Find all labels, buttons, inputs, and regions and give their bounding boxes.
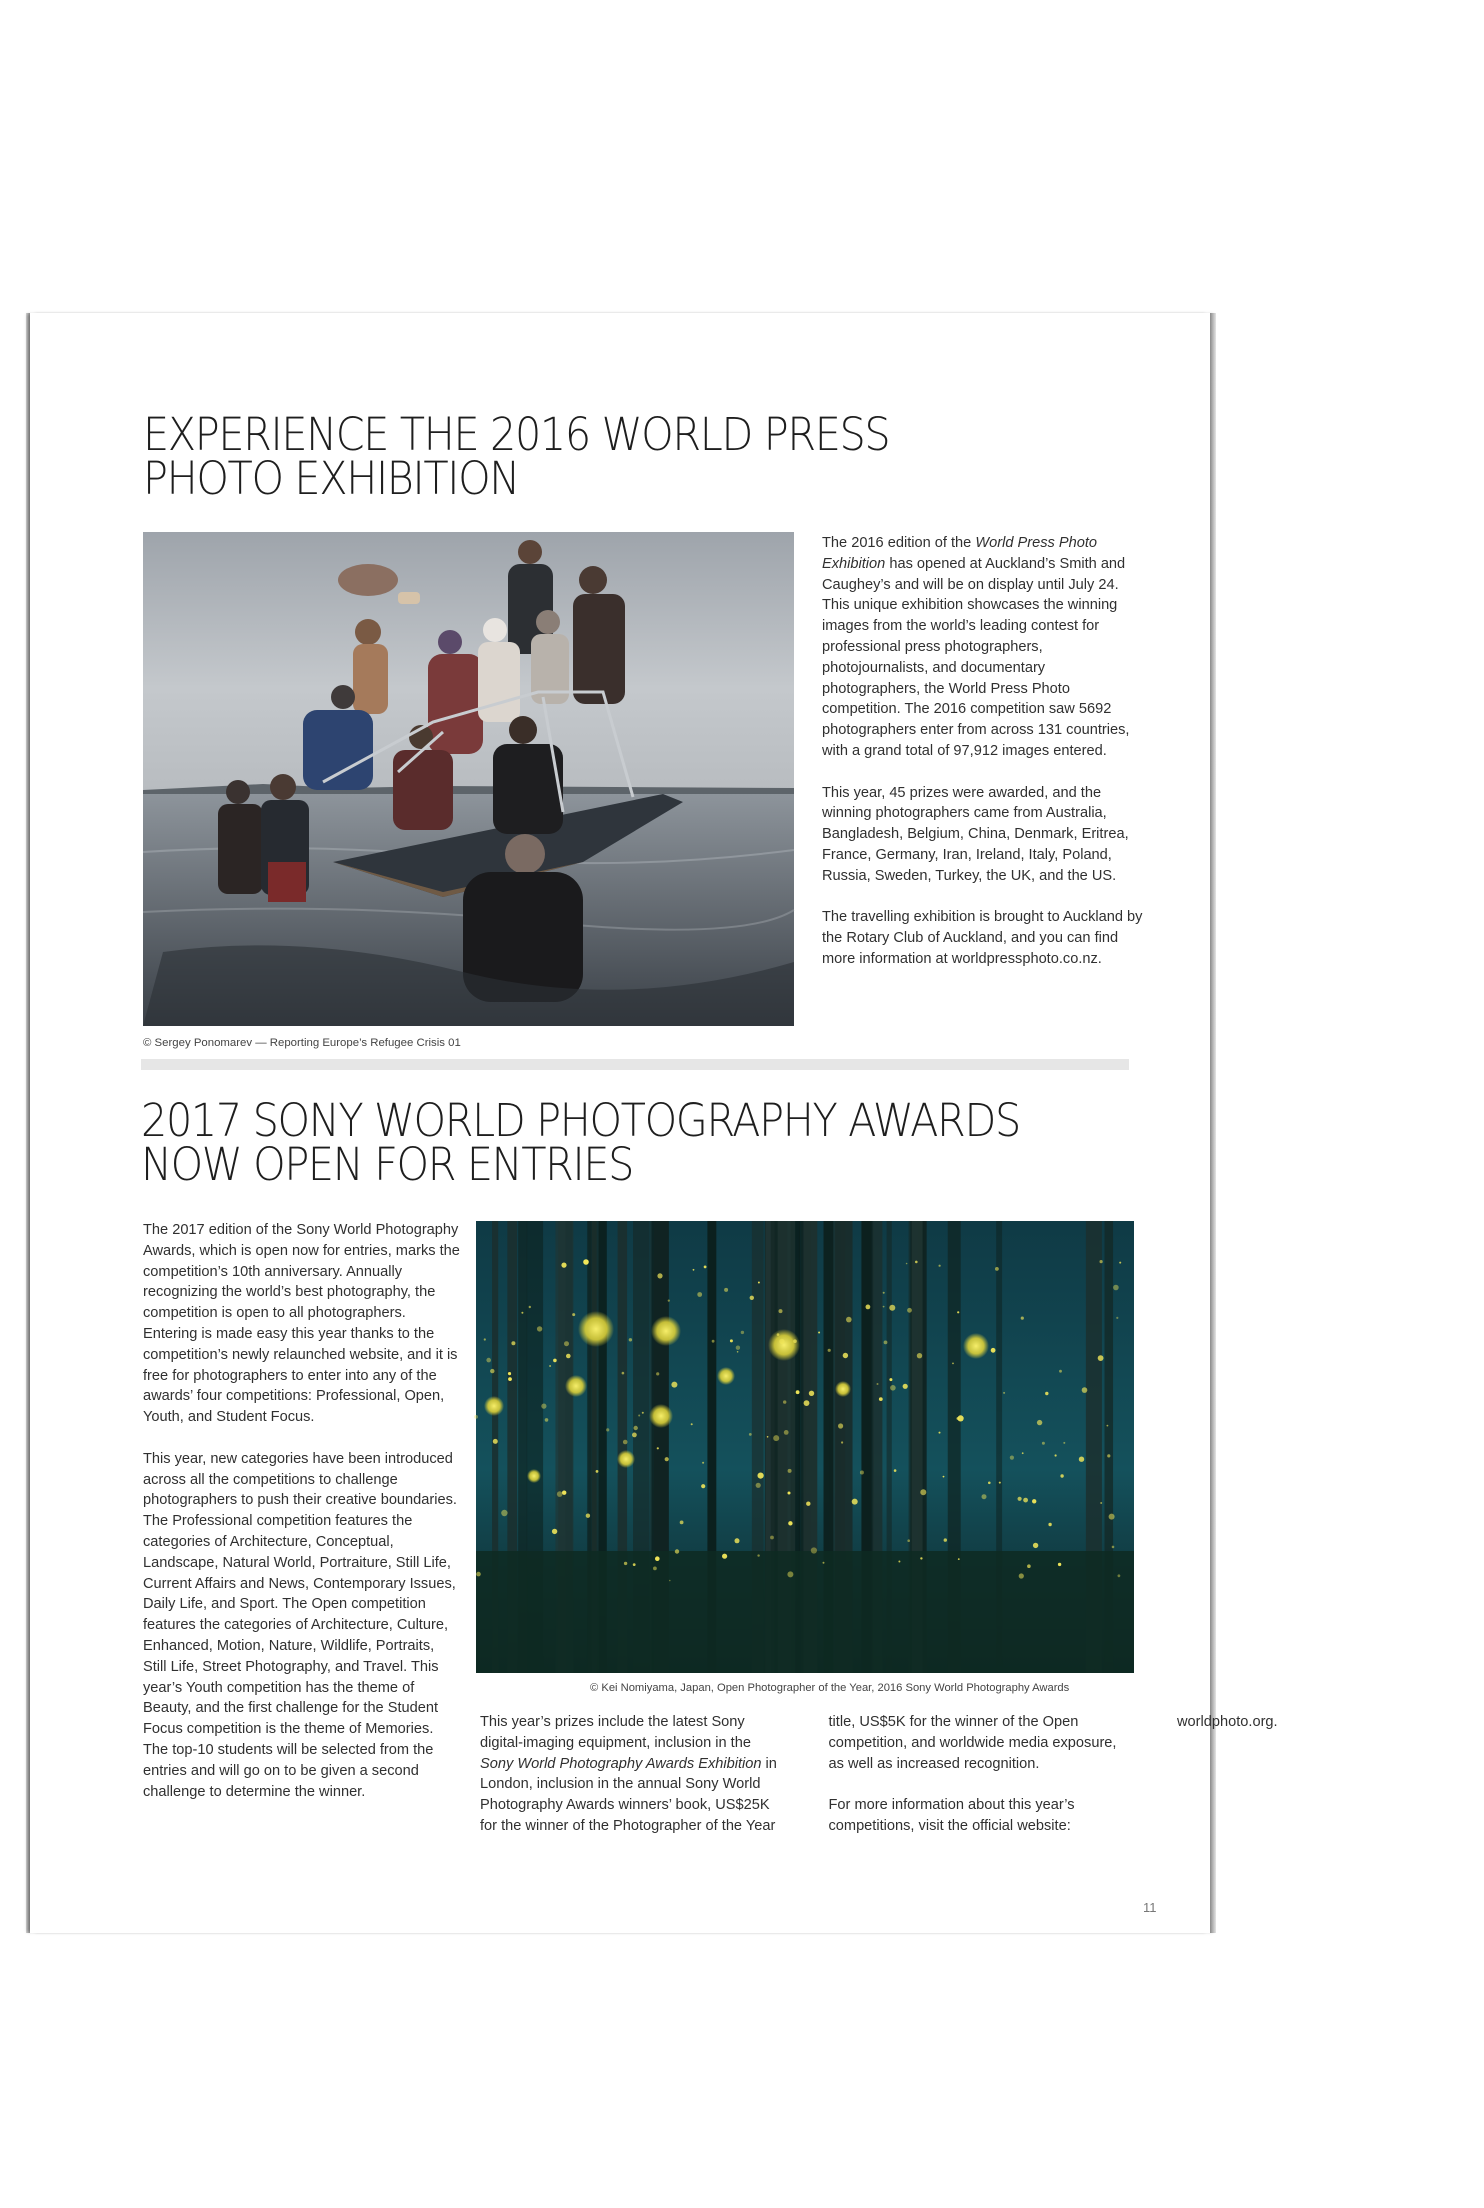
firefly-glow (963, 1333, 989, 1359)
firefly-glow (649, 1404, 673, 1428)
firefly-glow (617, 1450, 635, 1468)
firefly-dot (583, 1259, 589, 1265)
firefly-dot (1023, 1498, 1028, 1503)
firefly-dot (1100, 1260, 1103, 1263)
article2-photo-credit: © Kei Nomiyama, Japan, Open Photographer of the Year, 2016 Sony World Photography Awards (590, 1682, 1070, 1694)
firefly-dot (490, 1369, 494, 1373)
firefly-dot (1098, 1355, 1104, 1361)
firefly-dot (883, 1306, 885, 1308)
firefly-dot (958, 1415, 964, 1421)
firefly-dot (779, 1339, 784, 1344)
firefly-dot (1059, 1370, 1062, 1373)
page-edge-right (1210, 313, 1216, 1933)
firefly-dot (758, 1282, 760, 1284)
firefly-dot (691, 1423, 693, 1425)
firefly-dot (939, 1265, 941, 1267)
firefly-dot (1021, 1317, 1024, 1320)
firefly-dot (1082, 1387, 1088, 1393)
firefly-dot (806, 1502, 810, 1506)
firefly-dot (624, 1562, 627, 1565)
firefly-dot (788, 1492, 791, 1495)
firefly-dot (920, 1557, 922, 1559)
firefly-dot (866, 1305, 871, 1310)
firefly-dot (756, 1483, 761, 1488)
firefly-dot (846, 1317, 852, 1323)
article2-paragraph-3: This year’s prizes include the latest Sony digital-imaging equipment, inclusion in the Sony World Photography Awards Exhibition in London, inclusion in the annual Sony World Photography Awards winners’ book, US$25K for the winner of the Photographer of the Year title, US$5K for the winner of the Open competition, and worldwide media exposure, as well as increased recognition. (480, 1714, 1117, 1834)
firefly-dot (915, 1261, 918, 1264)
firefly-dot (852, 1499, 858, 1505)
firefly-dot (564, 1341, 569, 1346)
firefly-dot (693, 1269, 695, 1271)
firefly-dot (657, 1447, 659, 1449)
firefly-dot (1107, 1425, 1109, 1427)
firefly-dot (988, 1482, 991, 1485)
firefly-dot (1027, 1564, 1031, 1568)
article2-column-2-3 (480, 1712, 1278, 1840)
article1-paragraph-1: The 2016 edition of the World Press Photo Exhibition has opened at Auckland’s Smith and Caughey’s and will be on display until July 24. This unique exhibition showcases the winning images from the world’s leading contest for professional press photographers, photojournalists, and documentary photographers, the World Press Photo competition. The 2016 competition saw 5692 photographers enter from across 131 countries, with a grand total of 97,912 images entered. (822, 535, 1130, 759)
firefly-dot (957, 1311, 959, 1313)
firefly-dot (995, 1267, 999, 1271)
firefly-dot (788, 1469, 792, 1473)
firefly-dot (741, 1331, 744, 1334)
firefly-dot (1107, 1454, 1110, 1457)
firefly-dot (1118, 1574, 1121, 1577)
firefly-dot (890, 1385, 896, 1391)
firefly-dot (943, 1476, 945, 1478)
article2-title (141, 1094, 1020, 1191)
firefly-glow (717, 1367, 735, 1385)
firefly-dot (958, 1558, 960, 1560)
firefly-dot (596, 1470, 599, 1473)
firefly-dot (1060, 1474, 1063, 1477)
firefly-dot (486, 1358, 491, 1363)
firefly-dot (773, 1435, 779, 1441)
firefly-dot (702, 1462, 704, 1464)
firefly-dot (796, 1390, 800, 1394)
firefly-dot (633, 1563, 636, 1566)
firefly-dot (757, 1554, 759, 1556)
article1-body (822, 533, 1144, 970)
firefly-dot (680, 1521, 684, 1525)
firefly-dot (638, 1415, 640, 1417)
firefly-dot (1079, 1457, 1084, 1462)
firefly-dot (1019, 1573, 1024, 1578)
firefly-dot (1010, 1456, 1014, 1460)
firefly-dot (712, 1340, 715, 1343)
firefly-dot (883, 1292, 885, 1294)
firefly-dot (877, 1383, 879, 1385)
firefly-dot (788, 1521, 792, 1525)
firefly-dot (557, 1491, 563, 1497)
firefly-dot (843, 1353, 848, 1358)
firefly-dot (724, 1288, 728, 1292)
firefly-dot (653, 1567, 657, 1571)
firefly-dot (656, 1372, 659, 1375)
firefly-dot (1119, 1262, 1121, 1264)
article2-paragraph-1: The 2017 edition of the Sony World Photography Awards, which is open now for entries, marks the competition’s 10th anniversary. Annually recognizing the world’s best photography, the competition is open to all photographers. Entering is made easy this year thanks to the competition’s newly relaunched website, and it is free for photographers to enter into any of the awards’ four competitions: Professional, Open, Youth, and Student Focus. (143, 1222, 460, 1426)
firefly-dot (655, 1556, 660, 1561)
firefly-dot (1037, 1420, 1042, 1425)
firefly-dot (572, 1313, 575, 1316)
firefly-dot (982, 1494, 987, 1499)
firefly-dot (758, 1473, 764, 1479)
firefly-dot (722, 1554, 727, 1559)
firefly-dot (1003, 1392, 1005, 1394)
firefly-dot (484, 1338, 486, 1340)
firefly-dot (668, 1300, 670, 1302)
firefly-dot (777, 1333, 780, 1336)
firefly-dot (657, 1273, 662, 1278)
article1-paragraph-3: The travelling exhibition is brought to Auckland by the Rotary Club of Auckland, and you can find more information at worldpressphoto.co.nz. (822, 909, 1143, 967)
article2-column-1 (143, 1220, 461, 1802)
article1-title (143, 408, 890, 505)
firefly-dot (767, 1436, 769, 1438)
article1-photo-credit: © Sergey Ponomarev — Reporting Europe’s Refugee Crisis 01 (143, 1037, 461, 1049)
firefly-dot (783, 1400, 786, 1403)
firefly-dot (811, 1547, 817, 1553)
firefly-dot (632, 1433, 637, 1438)
firefly-dot (784, 1430, 789, 1435)
firefly-dot (1048, 1523, 1051, 1526)
firefly-dot (860, 1471, 864, 1475)
firefly-glow (484, 1396, 504, 1416)
page-number: 11 (1143, 1900, 1157, 1915)
firefly-dot (561, 1263, 566, 1268)
firefly-dot (828, 1349, 831, 1352)
article2-paragraph-2: This year, new categories have been introduced across all the competitions to challenge photographers to push their creative boundaries. The Professional competition features the categories of Architecture, Conceptual, Landscape, Natural World, Portraiture, Still Life, Current Affairs and News, Contemporary Issues, Daily Life, and Sport. The Open competition features the categories of Architecture, Culture, Enhanced, Motion, Nature, Wildlife, Portraits, Still Life, Street Photography, and Travel. This year’s Youth competition has the theme of Beauty, and the first challenge for the Student Focus competition is the theme of Memories. The top-10 students will be selected from the entries and will go on to be given a second challenge to determine the winner. (143, 1450, 457, 1800)
firefly-dot (991, 1348, 996, 1353)
firefly-dot (586, 1514, 590, 1518)
firefly-dot (493, 1439, 498, 1444)
firefly-dot (553, 1359, 557, 1363)
firefly-dot (736, 1346, 740, 1350)
firefly-dot (704, 1266, 707, 1269)
firefly-dot (701, 1484, 705, 1488)
firefly-dot (894, 1469, 897, 1472)
article2-title-line2: NOW OPEN FOR ENTRIES (141, 1138, 634, 1191)
firefly-dot (665, 1457, 669, 1461)
firefly-dot (907, 1308, 912, 1313)
article1-title-line2: PHOTO EXHIBITION (143, 452, 519, 505)
firefly-glow (768, 1329, 800, 1361)
refugee-boat-photo (143, 532, 794, 1026)
firefly-dot (823, 1562, 825, 1564)
firefly-dot (606, 1428, 609, 1431)
firefly-dot (508, 1377, 512, 1381)
firefly-dot (939, 1432, 941, 1434)
firefly-dot (999, 1482, 1001, 1484)
firefly-dot (920, 1489, 926, 1495)
firefly-dot (545, 1418, 549, 1422)
firefly-dot (474, 1415, 478, 1419)
firefly-glow (527, 1469, 541, 1483)
firefly-dot (1109, 1514, 1115, 1520)
firefly-glow (578, 1311, 614, 1347)
firefly-dot (1116, 1317, 1118, 1319)
firefly-dot (787, 1571, 793, 1577)
firefly-dot (952, 1363, 954, 1365)
firefly-dot (889, 1305, 895, 1311)
firefly-dot (629, 1338, 632, 1341)
firefly-dot (903, 1384, 908, 1389)
firefly-dot (1058, 1563, 1061, 1566)
firefly-dot (623, 1440, 628, 1445)
article2-title-line1: 2017 SONY WORLD PHOTOGRAPHY AWARDS (141, 1094, 1020, 1147)
section-divider (141, 1059, 1129, 1070)
firefly-dot (793, 1339, 797, 1343)
firefly-dot (541, 1404, 546, 1409)
firefly-dot (1055, 1454, 1057, 1456)
firefly-dot (671, 1382, 677, 1388)
firefly-dot (501, 1510, 507, 1516)
firefly-dot (889, 1378, 892, 1381)
article2-paragraph-4: For more information about this year’s competitions, visit the official website: worldphoto.org. (828, 1714, 1278, 1834)
firefly-dot (1112, 1546, 1115, 1549)
firefly-dot (809, 1391, 814, 1396)
firefly-glow (565, 1375, 587, 1397)
article1-title-line1: EXPERIENCE THE 2016 WORLD PRESS (143, 408, 890, 461)
firefly-dot (566, 1354, 571, 1359)
firefly-dot (750, 1296, 754, 1300)
firefly-dot (944, 1538, 947, 1541)
firefly-dot (841, 1441, 843, 1443)
firefly-dot (770, 1536, 774, 1540)
firefly-dot (1033, 1543, 1038, 1548)
firefly-dot (906, 1263, 908, 1265)
firefly-dot (697, 1292, 702, 1297)
firefly-dot (511, 1341, 515, 1345)
firefly-dot (675, 1549, 679, 1553)
firefly-dot (562, 1491, 566, 1495)
firefly-dot (1113, 1285, 1119, 1291)
firefly-dot (818, 1332, 820, 1334)
firefly-dot (898, 1561, 900, 1563)
firefly-glow (651, 1316, 681, 1346)
firefly-dot (749, 1433, 752, 1436)
firefly-dot (779, 1309, 783, 1313)
firefly-dot (1032, 1499, 1036, 1503)
firefly-dot (879, 1397, 883, 1401)
firefly-dot (804, 1400, 810, 1406)
firefly-dot (1100, 1502, 1102, 1504)
firefly-dot (1042, 1442, 1045, 1445)
firefly-dot (1018, 1497, 1022, 1501)
firefly-dot (838, 1423, 843, 1428)
firefly-dot (669, 1580, 671, 1582)
firefly-dot (622, 1372, 625, 1375)
firefly-dot (735, 1538, 740, 1543)
firefly-dot (907, 1539, 910, 1542)
firefly-dot (549, 1365, 551, 1367)
firefly-dot (917, 1353, 922, 1358)
firefly-dot (884, 1341, 888, 1345)
firefly-dot (1063, 1442, 1065, 1444)
firefly-dot (1022, 1452, 1024, 1454)
firefly-forest-photo (476, 1221, 1134, 1673)
firefly-dot (508, 1372, 511, 1375)
firefly-dot (476, 1572, 481, 1577)
firefly-dot (1045, 1392, 1048, 1395)
firefly-dot (537, 1326, 542, 1331)
article1-paragraph-2: This year, 45 prizes were awarded, and the winning photographers came from Australia, Bangladesh, Belgium, China, Denmark, Eritrea, France, Germany, Iran, Ireland, Italy, Poland, Russia, Sweden, Turkey, the UK, and the US. (822, 784, 1129, 884)
firefly-dot (552, 1529, 557, 1534)
firefly-dot (730, 1339, 733, 1342)
firefly-dot (529, 1306, 531, 1308)
firefly-dot (634, 1426, 638, 1430)
firefly-dot (642, 1412, 644, 1414)
firefly-glow (835, 1381, 851, 1397)
firefly-dot (521, 1312, 523, 1314)
firefly-dot (737, 1351, 739, 1353)
